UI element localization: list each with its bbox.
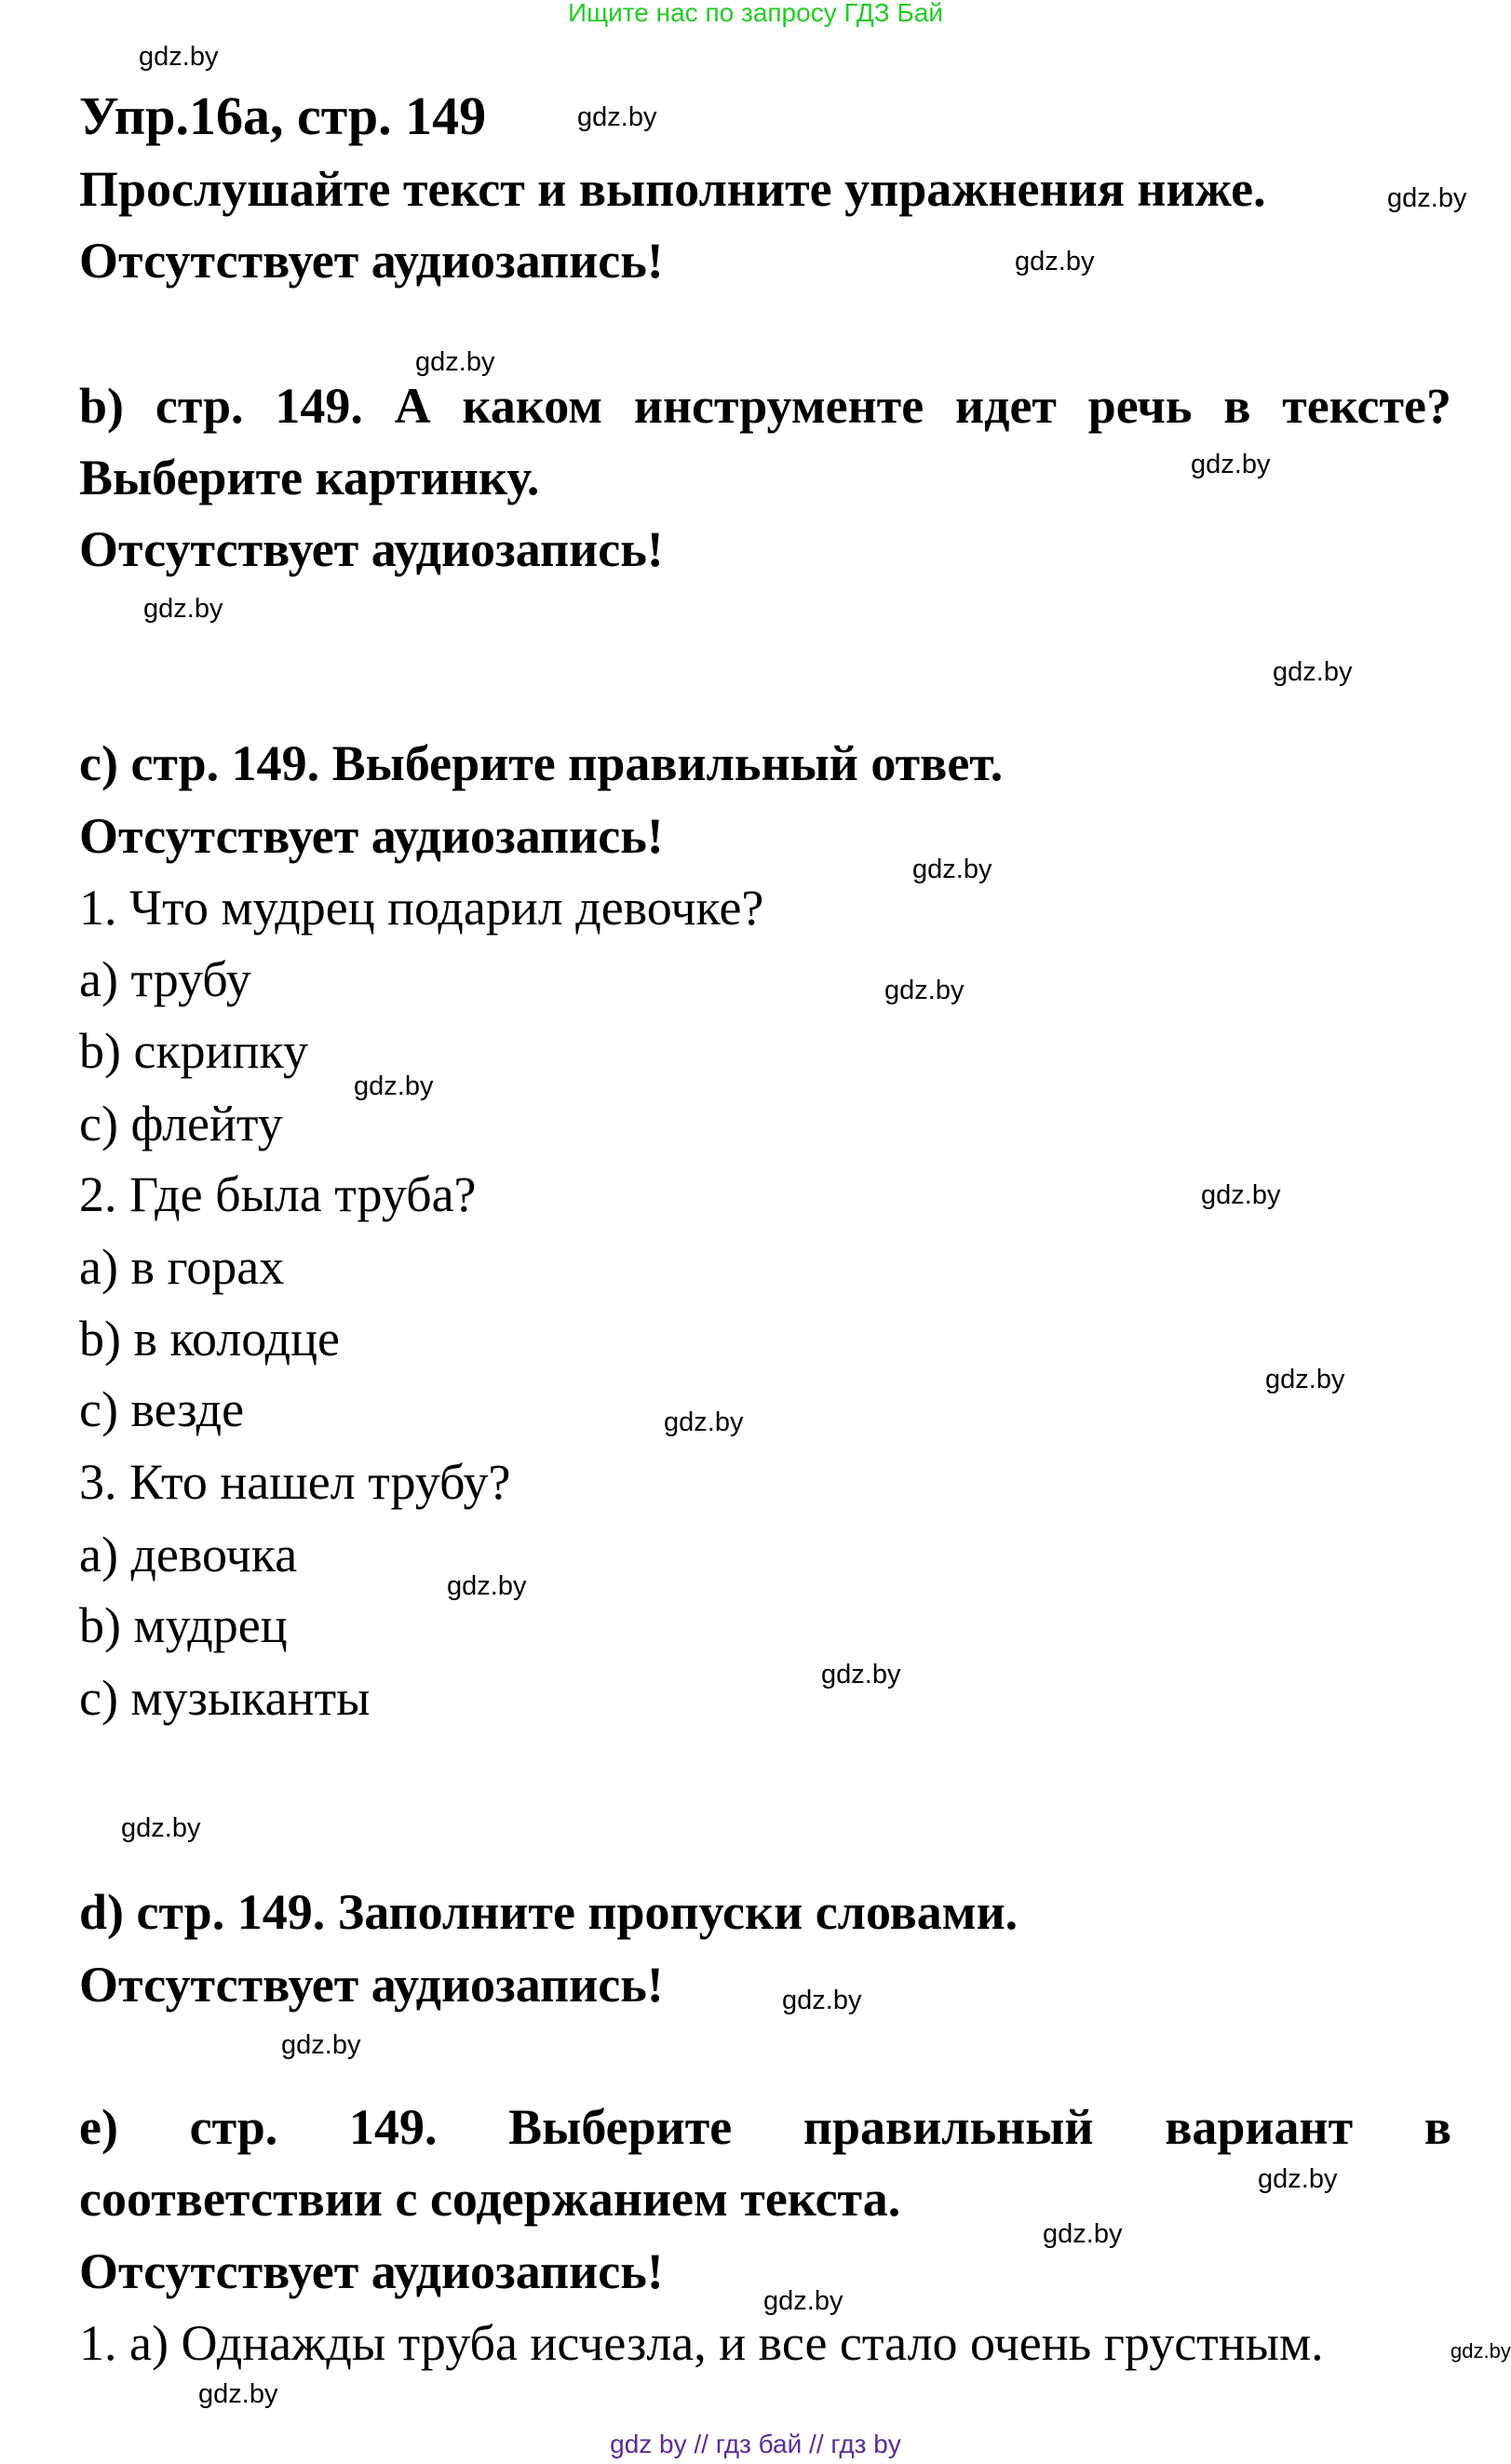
statement: 1. а) Однажды труба исчезла, и все стало очень грустным.: [79, 2315, 1324, 2371]
watermark: gdz.by: [1265, 1365, 1345, 1394]
watermark: gdz.by: [121, 1813, 201, 1843]
watermark: gdz.by: [1273, 657, 1353, 687]
watermark: gdz.by: [139, 42, 219, 72]
watermark: gdz.by: [198, 2379, 278, 2409]
watermark: gdz.by: [1387, 183, 1467, 213]
no-audio-notice: Отсутствует аудиозапись!: [79, 1957, 664, 2013]
answer-option: c) везде: [79, 1381, 245, 1437]
section-e-heading: e) стр. 149. Выберите правильный вариант в: [79, 2099, 1451, 2155]
no-audio-notice: Отсутствует аудиозапись!: [79, 521, 664, 577]
watermark: gdz.by: [664, 1407, 744, 1437]
section-b-heading: b) стр. 149. А каком инструменте идет речь в тексте?: [79, 378, 1451, 434]
answer-option: a) трубу: [79, 951, 251, 1007]
watermark: gdz.by: [281, 2030, 361, 2060]
answer-option: c) флейту: [79, 1096, 283, 1151]
answer-option: a) в горах: [79, 1239, 285, 1295]
answer-option: b) скрипку: [79, 1023, 308, 1079]
watermark: gdz.by: [354, 1071, 434, 1101]
watermark: gdz.by: [1201, 1180, 1281, 1210]
watermark: gdz.by: [143, 594, 223, 624]
watermark: gdz.by: [1043, 2219, 1123, 2249]
watermark: gdz.by: [1450, 2339, 1511, 2363]
page-title: Упр.16а, стр. 149: [79, 86, 487, 146]
section-e-subheading: соответствии с содержанием текста.: [79, 2171, 901, 2227]
answer-option: b) в колодце: [79, 1311, 340, 1367]
answer-option: b) мудрец: [79, 1597, 288, 1653]
watermark: gdz.by: [1258, 2164, 1338, 2194]
no-audio-notice: Отсутствует аудиозапись!: [79, 2243, 664, 2299]
section-b-subheading: Выберите картинку.: [79, 450, 540, 505]
no-audio-notice: Отсутствует аудиозапись!: [79, 808, 664, 864]
watermark: gdz.by: [821, 1660, 901, 1690]
section-d-heading: d) стр. 149. Заполните пропуски словами.: [79, 1884, 1019, 1940]
answer-option: a) девочка: [79, 1527, 298, 1582]
watermark: gdz.by: [782, 1986, 862, 2015]
no-audio-notice: Отсутствует аудиозапись!: [79, 233, 664, 289]
footer-links: gdz by // гдз бай // гдз by: [610, 2430, 901, 2458]
watermark: gdz.by: [912, 855, 992, 884]
watermark: gdz.by: [1015, 247, 1095, 276]
question: 3. Кто нашел трубу?: [79, 1454, 511, 1510]
question: 2. Где была труба?: [79, 1166, 477, 1222]
question: 1. Что мудрец подарил девочке?: [79, 880, 764, 936]
search-banner: Ищите нас по запросу ГДЗ Бай: [567, 0, 944, 27]
watermark: gdz.by: [447, 1571, 527, 1601]
watermark: gdz.by: [1191, 450, 1271, 479]
watermark: gdz.by: [415, 347, 495, 377]
watermark: gdz.by: [884, 976, 965, 1005]
section-c-heading: c) стр. 149. Выберите правильный ответ.: [79, 735, 1004, 791]
answer-option: c) музыканты: [79, 1670, 371, 1726]
watermark: gdz.by: [763, 2286, 843, 2316]
watermark: gdz.by: [577, 102, 657, 132]
instruction: Прослушайте текст и выполните упражнения ниже.: [79, 161, 1266, 217]
